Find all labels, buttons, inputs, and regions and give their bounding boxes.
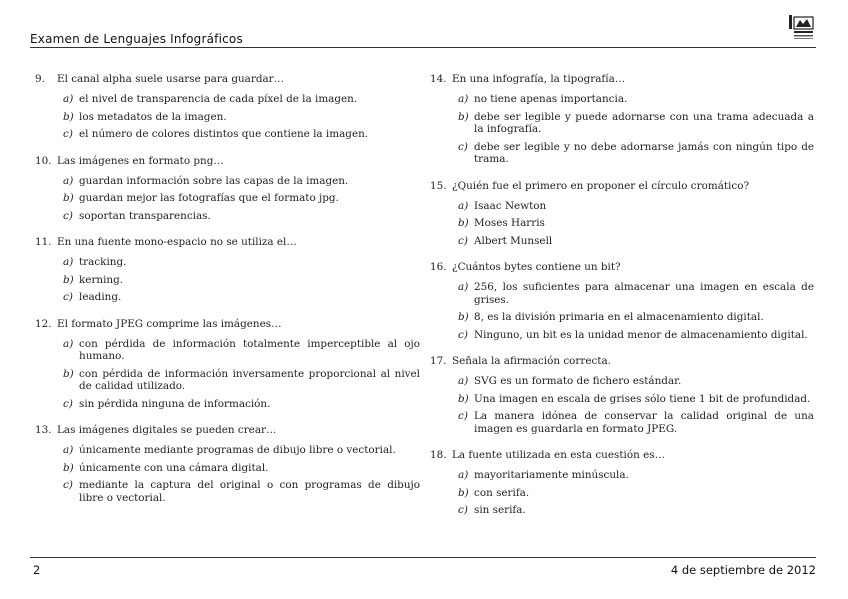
option-text: 8, es la división primaria en el almacenamiento digital. [474, 311, 764, 323]
footer-date: 4 de septiembre de 2012 [670, 563, 816, 577]
option-text: el número de colores distintos que contiene la imagen. [79, 128, 369, 140]
question-15 [430, 179, 814, 248]
option-b [63, 368, 420, 393]
document-title: Examen de Lenguajes Infográficos [30, 32, 243, 46]
question-14 [430, 72, 814, 166]
question-18 [430, 448, 814, 517]
question-17 [430, 354, 814, 435]
option-letter: c) [458, 234, 468, 247]
question-number: 12. [35, 317, 52, 330]
option-c [63, 128, 420, 141]
option-text: únicamente mediante programas de dibujo libre o vectorial. [79, 444, 396, 456]
option-letter: c) [63, 397, 73, 410]
question-number: 17. [430, 355, 447, 367]
option-a [63, 93, 420, 106]
option-a [63, 338, 420, 363]
option-text: guardan información sobre las capas de la imagen. [79, 174, 349, 187]
option-letter: b) [63, 461, 74, 474]
option-text: kerning. [79, 273, 124, 286]
option-text: no tiene apenas importancia. [474, 93, 628, 105]
option-text: Albert Munsell [474, 234, 553, 247]
question-text: Las imágenes digitales se pueden crear… [57, 424, 277, 436]
option-text: Moses Harris [474, 217, 545, 229]
option-text: sin pérdida ninguna de información. [79, 397, 271, 410]
option-b [63, 274, 420, 287]
question-number: 18. [430, 449, 447, 461]
question-number: 16. [430, 261, 447, 273]
option-letter: c) [458, 504, 468, 516]
left-column [35, 72, 420, 517]
question-number: 14. [430, 73, 447, 85]
option-letter: c) [63, 128, 73, 140]
option-c [458, 410, 814, 435]
option-b [458, 111, 814, 136]
question-number: 11. [35, 236, 52, 248]
option-letter: b) [458, 392, 469, 405]
option-letter: a) [458, 375, 469, 387]
option-letter: b) [63, 367, 74, 380]
footer-rule [30, 557, 816, 558]
option-text: soportan transparencias. [79, 209, 211, 222]
option-text: La manera idónea de conservar la calidad original de una imagen es guardarla en formato JPEG. [474, 410, 814, 435]
question-number: 13. [35, 424, 52, 436]
question-12 [35, 317, 420, 411]
option-text: debe ser legible y puede adornarse con una trama adecuada a la infografía. [474, 110, 814, 135]
option-text: Una imagen en escala de grises sólo tiene 1 bit de profundidad. [474, 392, 811, 405]
header-rule [30, 47, 816, 48]
option-letter: a) [458, 281, 469, 293]
option-letter: a) [63, 337, 74, 350]
question-text: Las imágenes en formato png… [57, 154, 224, 167]
option-text: mayoritariamente minúscula. [474, 469, 629, 481]
option-letter: b) [63, 192, 74, 204]
option-c [458, 235, 814, 248]
option-c [63, 398, 420, 411]
option-a [63, 444, 420, 457]
option-text: los metadatos de la imagen. [79, 110, 227, 123]
option-letter: c) [63, 479, 73, 491]
question-number: 15. [430, 179, 447, 192]
question-number: 10. [35, 154, 52, 167]
option-letter: a) [458, 469, 469, 481]
option-text: con serifa. [474, 486, 530, 499]
option-letter: a) [458, 93, 469, 105]
option-letter: a) [63, 93, 74, 105]
option-c [458, 504, 814, 517]
question-13 [35, 423, 420, 504]
option-text: Ninguno, un bit es la unidad menor de almacenamiento digital. [474, 328, 808, 341]
option-c [63, 210, 420, 223]
option-text: el nivel de transparencia de cada píxel de la imagen. [79, 93, 358, 105]
option-b [63, 111, 420, 124]
option-letter: a) [63, 256, 74, 268]
question-text: Señala la afirmación correcta. [452, 355, 611, 367]
option-text: sin serifa. [474, 504, 526, 516]
option-c [458, 141, 814, 166]
option-letter: c) [458, 410, 468, 422]
option-a [63, 175, 420, 188]
question-text: El formato JPEG comprime las imágenes… [57, 317, 282, 330]
option-text: con pérdida de información totalmente imperceptible al ojo humano. [79, 337, 420, 362]
option-letter: b) [458, 486, 469, 499]
option-a [458, 93, 814, 106]
question-10 [35, 154, 420, 223]
option-text: guardan mejor las fotografías que el formato jpg. [79, 192, 339, 204]
option-text: con pérdida de información inversamente proporcional al nivel de calidad utilizado. [79, 367, 420, 392]
option-b [458, 217, 814, 230]
option-a [458, 281, 814, 306]
option-letter: b) [458, 110, 469, 123]
option-b [458, 311, 814, 324]
option-text: 256, los suficientes para almacenar una imagen en escala de grises. [474, 281, 814, 306]
option-a [458, 469, 814, 482]
option-letter: b) [458, 217, 469, 229]
option-letter: c) [458, 328, 468, 341]
option-b [63, 462, 420, 475]
option-text: mediante la captura del original o con programas de dibujo libre o vectorial. [79, 479, 420, 504]
option-text: tracking. [79, 256, 127, 268]
page-number: 2 [33, 563, 41, 577]
option-c [63, 479, 420, 504]
option-letter: b) [63, 273, 74, 286]
question-text: El canal alpha suele usarse para guardar… [57, 73, 285, 85]
right-column [430, 72, 814, 530]
question-number: 9. [35, 73, 45, 85]
question-text: ¿Quién fue el primero en proponer el círculo cromático? [452, 179, 750, 192]
option-text: leading. [79, 291, 122, 303]
option-letter: b) [458, 311, 469, 323]
option-b [63, 192, 420, 205]
option-a [458, 200, 814, 213]
question-text: ¿Cuántos bytes contiene un bit? [452, 261, 621, 273]
option-letter: b) [63, 110, 74, 123]
question-9 [35, 72, 420, 141]
question-text: La fuente utilizada en esta cuestión es… [452, 449, 665, 461]
option-a [63, 256, 420, 269]
option-letter: c) [63, 291, 73, 303]
question-text: En una infografía, la tipografía… [452, 73, 626, 85]
option-c [63, 291, 420, 304]
option-text: Isaac Newton [474, 199, 547, 212]
option-text: SVG es un formato de fichero estándar. [474, 375, 682, 387]
question-16 [430, 260, 814, 341]
option-letter: a) [63, 444, 74, 456]
option-letter: a) [458, 199, 469, 212]
option-b [458, 487, 814, 500]
option-letter: c) [63, 209, 73, 222]
question-text: En una fuente mono-espacio no se utiliza el… [57, 236, 297, 248]
option-b [458, 393, 814, 406]
option-text: únicamente con una cámara digital. [79, 461, 269, 474]
option-c [458, 329, 814, 342]
option-letter: c) [458, 140, 468, 153]
university-logo-icon [787, 14, 815, 44]
option-text: debe ser legible y no debe adornarse jamás con ningún tipo de trama. [474, 140, 814, 165]
question-11 [35, 235, 420, 304]
option-a [458, 375, 814, 388]
option-letter: a) [63, 174, 74, 187]
